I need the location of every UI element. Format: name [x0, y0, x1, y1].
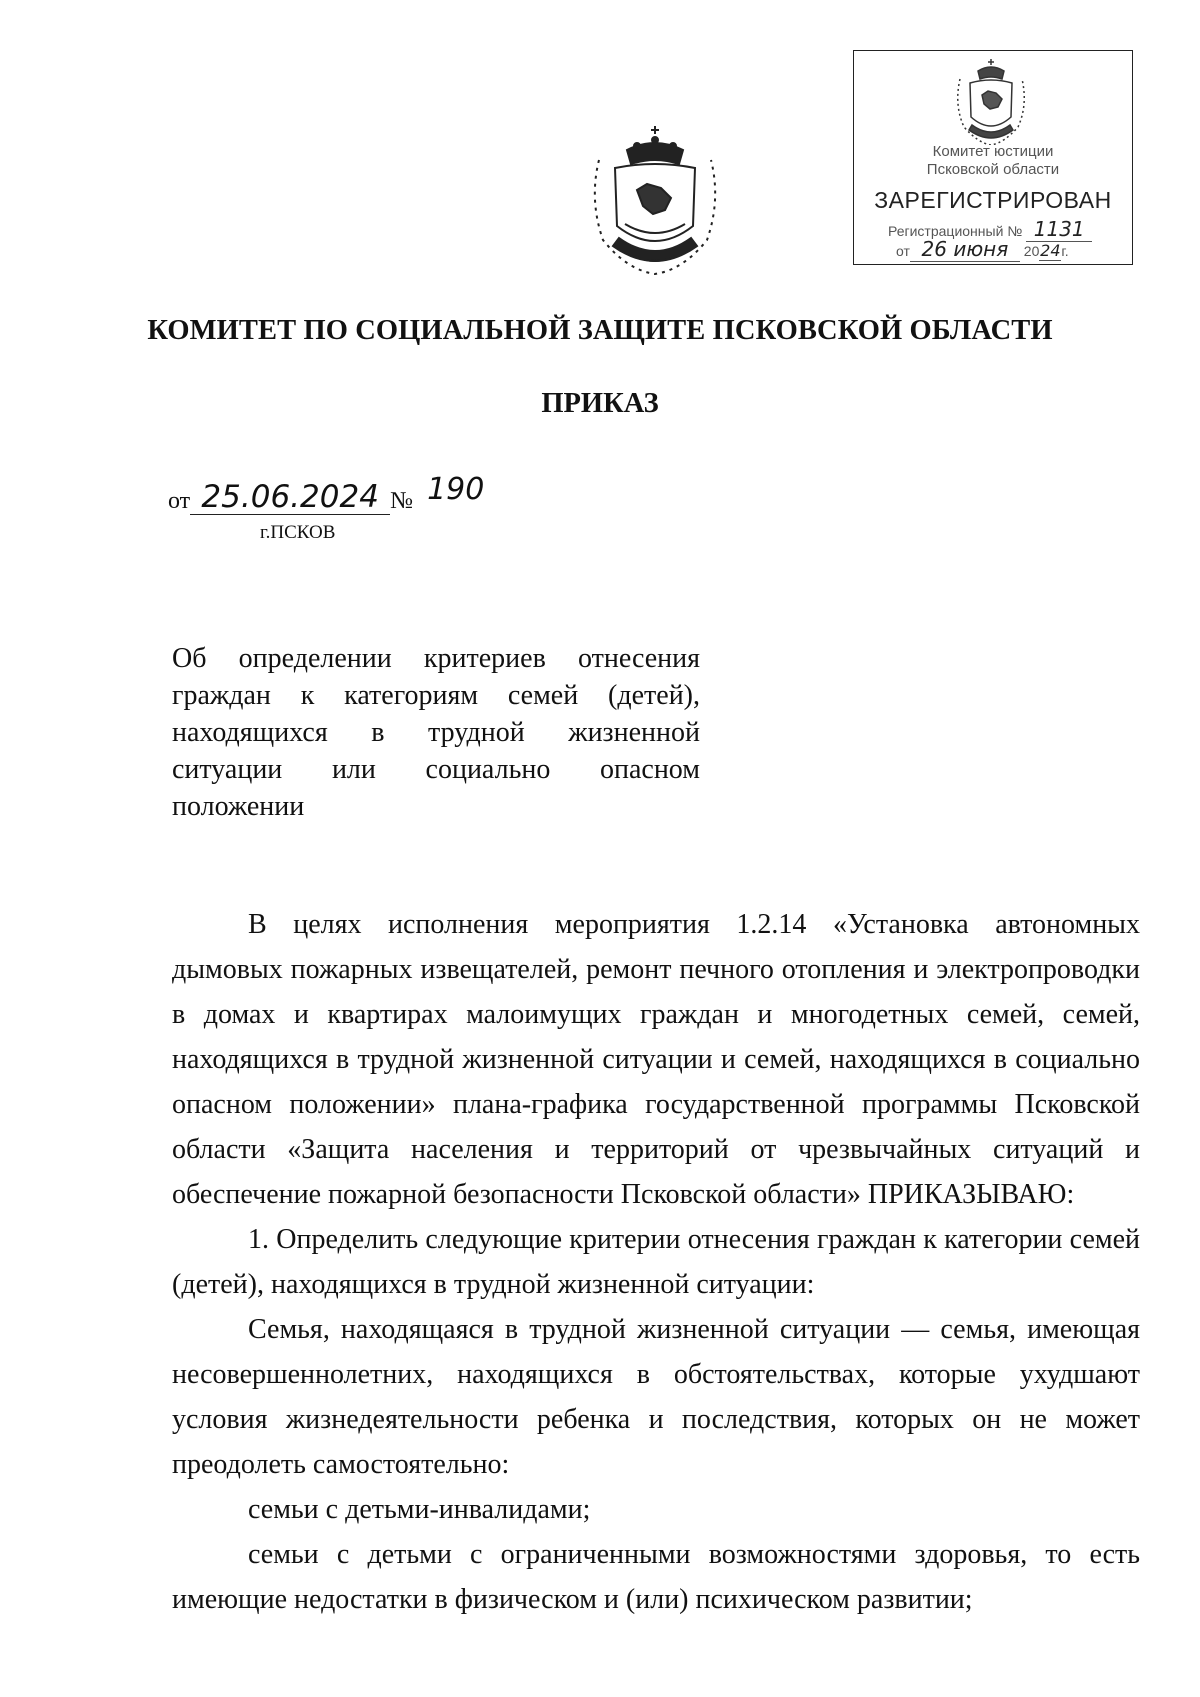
stamp-registered-text: ЗАРЕГИСТРИРОВАН: [874, 187, 1112, 213]
stamp-date-prefix: от: [896, 243, 910, 259]
stamp-org-line1: Комитет юстиции: [932, 143, 1054, 160]
stamp-date-value: 26 июня: [910, 237, 1020, 262]
preamble-paragraph: В целях исполнения мероприятия 1.2.14 «Установка автономных дымовых пожарных извещателей, ремонт печного отопления и электропроводки в домах и квартирах малоимущих граждан и многодетных семей, семей, находящихся в трудной жизненной ситуации и семей, находящихся в социально опасном положении» плана-графика государственной программы Псковской области «Защита населения и территорий от чрезвычайных ситуаций и обеспечение пожарной безопасности Псковской области» ПРИКАЗЫВАЮ:: [172, 909, 1140, 1210]
organization-title: КОМИТЕТ ПО СОЦИАЛЬНОЙ ЗАЩИТЕ ПСКОВСКОЙ ОБЛАСТИ: [147, 315, 1053, 346]
document-number: 190: [427, 472, 485, 507]
document-subject: Об определении критериев отнесения граждан к категориям семей (детей), находящихся в трудной жизненной ситуации или социально опасном положении: [172, 643, 700, 822]
criterion-paragraph: семьи с детьми-инвалидами;: [248, 1494, 591, 1525]
stamp-reg-date-row: [896, 237, 1069, 262]
stamp-year-suffix: г.: [1061, 243, 1069, 259]
document-body: [172, 902, 1140, 1622]
item-1-paragraph: 1. Определить следующие критерии отнесения граждан к категории семей (детей), находящихся в трудной жизненной ситуации:: [172, 1224, 1140, 1300]
criterion-paragraph: семьи с детьми с ограниченными возможностями здоровья, то есть имеющие недостатки в физическом и (или) психическом развитии;: [172, 1539, 1140, 1615]
stamp-org-line2: Псковской области: [926, 161, 1060, 178]
stamp-coat-of-arms-icon: [954, 57, 1028, 145]
stamp-reg-number-label: Регистрационный №: [888, 223, 1023, 239]
pskov-coat-of-arms-icon: [585, 120, 725, 290]
stamp-year-prefix: 20: [1023, 243, 1040, 259]
document-date: 25.06.2024: [190, 480, 390, 515]
document-city: г.ПСКОВ: [260, 522, 336, 543]
date-prefix: от: [168, 488, 191, 514]
document-date-line: [168, 472, 485, 515]
definition-paragraph: Семья, находящаяся в трудной жизненной ситуации — семья, имеющая несовершеннолетних, находящихся в обстоятельствах, которые ухудшают условия жизнедеятельности ребенка и последствия, которых он не может преодолеть самостоятельно:: [172, 1314, 1140, 1480]
registration-stamp: [853, 50, 1133, 265]
stamp-reg-number-value: 1131: [1026, 217, 1092, 242]
number-sign: №: [390, 488, 414, 514]
document-type: ПРИКАЗ: [541, 388, 659, 419]
stamp-year-value: 24: [1040, 241, 1061, 260]
